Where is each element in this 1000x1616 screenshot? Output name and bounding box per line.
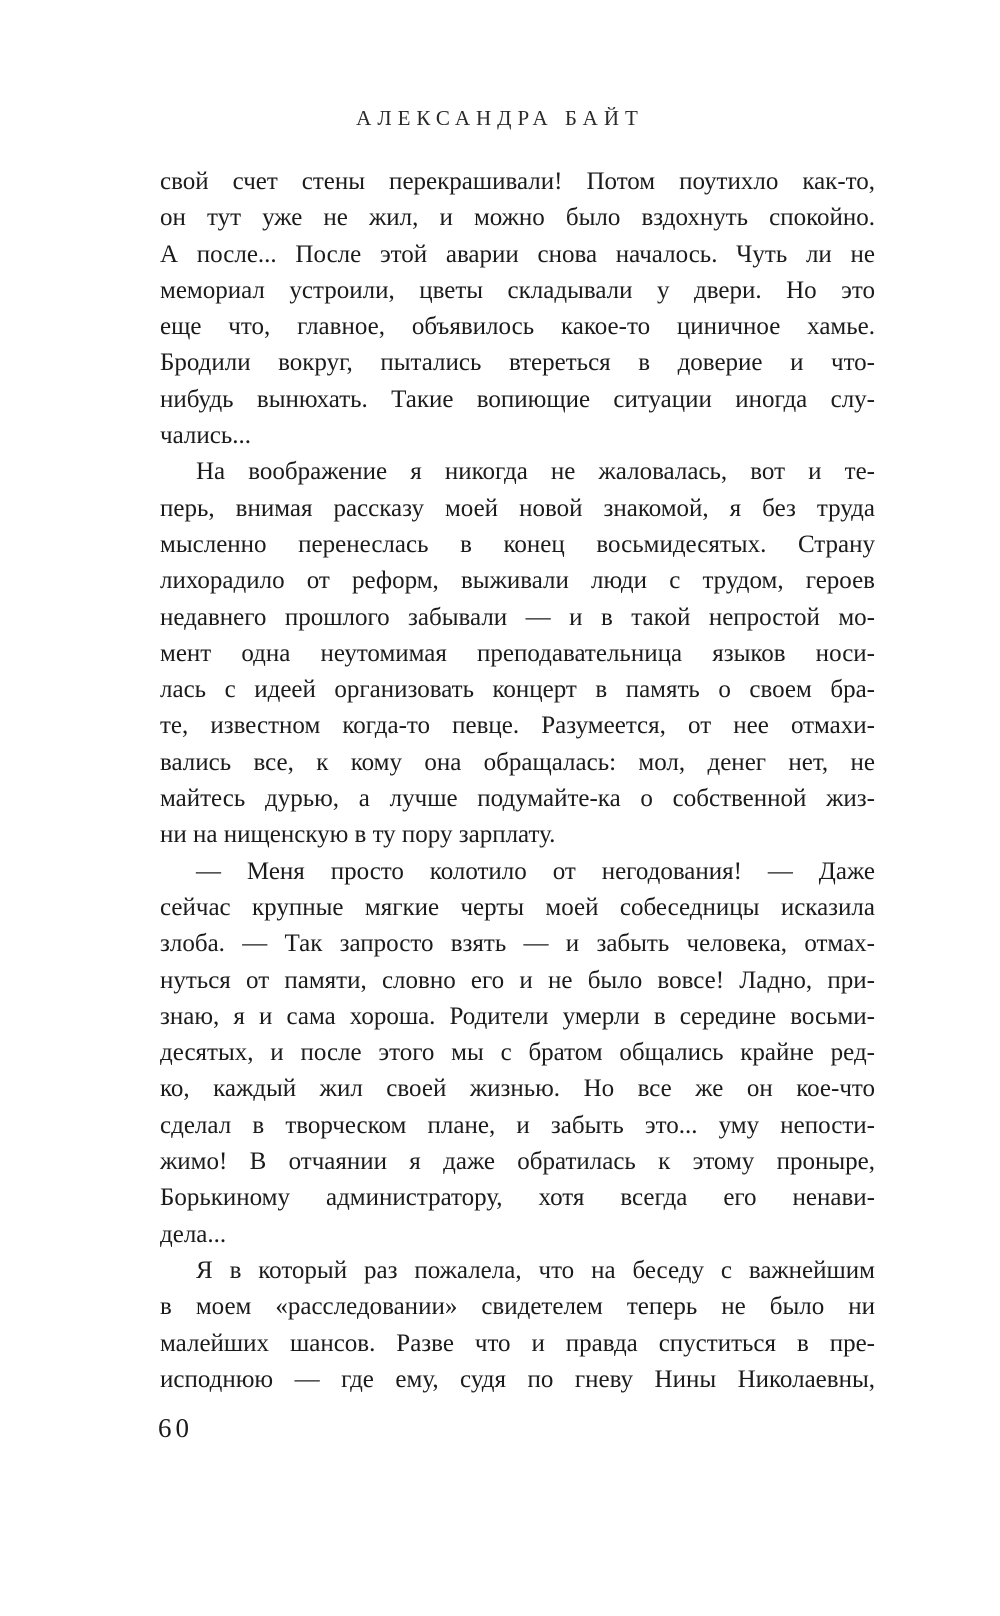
body-text xyxy=(160,164,875,1398)
text-line: А после... После этой аварии снова началось. Чуть ли не xyxy=(160,240,875,268)
text-line: нуться от памяти, словно его и не было вовсе! Ладно, при- xyxy=(160,966,875,994)
paragraph xyxy=(160,454,875,853)
text-line: малейших шансов. Разве что и правда спуститься в пре- xyxy=(160,1329,875,1357)
text-line: Борькиному администратору, хотя всегда его ненави- xyxy=(160,1184,875,1212)
text-line: вались все, к кому она обращалась: мол, денег нет, не xyxy=(160,748,875,776)
text-line: чались... xyxy=(160,422,251,450)
text-line: десятых, и после этого мы с братом общались крайне ред- xyxy=(160,1039,875,1067)
text-line: лихорадило от реформ, выживали люди с трудом, героев xyxy=(160,567,875,595)
text-line: На воображение я никогда не жаловалась, вот и те- xyxy=(196,458,875,486)
text-line: сделал в творческом плане, и забыть это... уму непости- xyxy=(160,1111,875,1139)
text-line: в моем «расследовании» свидетелем теперь не было ни xyxy=(160,1293,875,1321)
page-number: 60 xyxy=(158,1413,193,1443)
text-line: Я в который раз пожалела, что на беседу с важнейшим xyxy=(196,1256,875,1284)
text-line: перь, внимая рассказу моей новой знакомой, я без труда xyxy=(160,494,875,522)
text-line: ко, каждый жил своей жизнью. Но все же он кое-что xyxy=(160,1075,875,1103)
text-line: мысленно перенеслась в конец восьмидесятых. Страну xyxy=(160,530,875,558)
text-line: лась с идеей организовать концерт в память о своем бра- xyxy=(160,676,875,704)
text-line: Бродили вокруг, пытались втереться в доверие и что- xyxy=(160,349,875,377)
text-line: нибудь вынюхать. Такие вопиющие ситуации иногда слу- xyxy=(160,385,875,413)
text-line: майтесь дурью, а лучше подумайте-ка о собственной жиз- xyxy=(160,785,875,813)
text-line: сейчас крупные мягкие черты моей собеседницы исказила xyxy=(160,893,875,921)
text-line: он тут уже не жил, и можно было вздохнуть спокойно. xyxy=(160,204,875,232)
text-line: злоба. — Так запросто взять — и забыть человека, отмах- xyxy=(160,930,875,958)
text-line: исподнюю — где ему, судя по гневу Нины Николаевны, xyxy=(160,1365,875,1393)
paragraph xyxy=(160,1253,875,1398)
text-line: дела... xyxy=(160,1220,227,1248)
paragraph xyxy=(160,854,875,1253)
text-line: знаю, я и сама хороша. Родители умерли в середине восьми- xyxy=(160,1002,875,1030)
running-header: АЛЕКСАНДРА БАЙТ xyxy=(356,106,644,130)
text-line: жимо! В отчаянии я даже обратилась к этому проныре, xyxy=(160,1148,875,1176)
text-line: свой счет стены перекрашивали! Потом поутихло как-то, xyxy=(160,168,875,195)
text-line: недавнего прошлого забывали — и в такой непростой мо- xyxy=(160,603,875,631)
text-line: мент одна неутомимая преподавательница языков носи- xyxy=(160,639,875,667)
text-line: мемориал устроили, цветы складывали у двери. Но это xyxy=(160,276,875,304)
text-line: те, известном когда-то певце. Разумеется, от нее отмахи- xyxy=(160,712,875,740)
text-line: — Меня просто колотило от негодования! — Даже xyxy=(196,857,875,885)
text-line: ни на нищенскую в ту пору зарплату. xyxy=(160,821,556,849)
paragraph xyxy=(160,164,875,454)
text-line: еще что, главное, объявилось какое-то циничное хамье. xyxy=(160,313,875,341)
